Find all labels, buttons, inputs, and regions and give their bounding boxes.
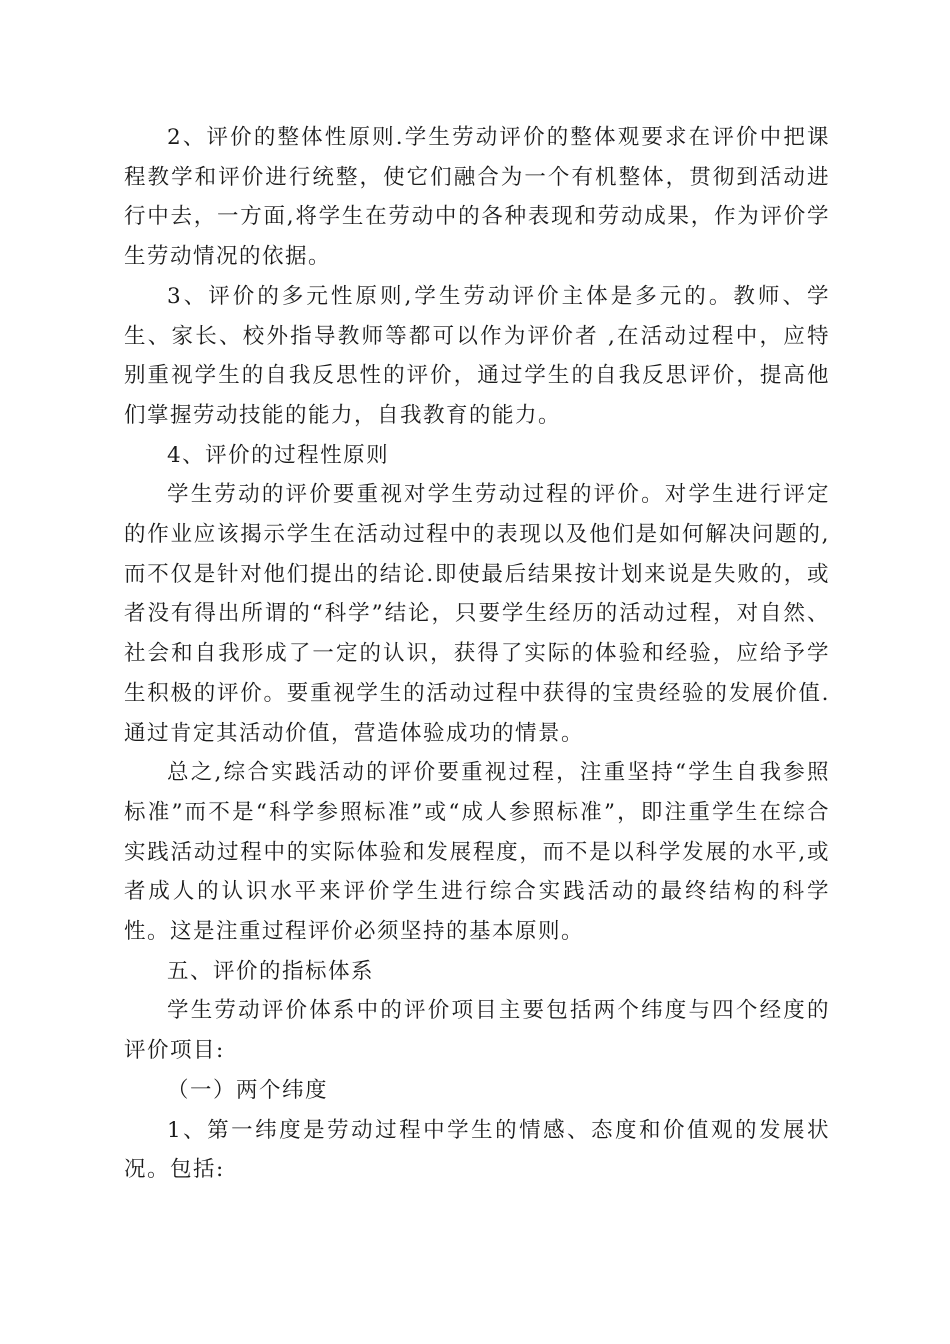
paragraph-principle-diverse: 3、评价的多元性原则,学生劳动评价主体是多元的。教师、学生、家长、校外指导教师等都可以作为评价者 ,在活动过程中，应特别重视学生的自我反思性的评价，通过学生的自我反思评价，提高他们掌握劳动技能的能力，自我教育的能力。 bbox=[124, 283, 830, 428]
heading-indicator-system: 五、评价的指标体系 bbox=[167, 958, 375, 984]
heading-two-dimensions: （一）两个纬度 bbox=[167, 1077, 329, 1103]
paragraph-process-evaluation: 学生劳动的评价要重视对学生劳动过程的评价。对学生进行评定的作业应该揭示学生在活动过程中的表现以及他们是如何解决问题的,而不仅是针对他们提出的结论.即使最后结果按计划来说是失败的，或者没有得出所谓的“科学”结论，只要学生经历的活动过程，对自然、社会和自我形成了一定的认识，获得了实际的体验和经验，应给予学生积极的评价。要重视学生的活动过程中获得的宝贵经验的发展价值.通过肯定其活动价值，营造体验成功的情景。 bbox=[124, 482, 830, 746]
paragraph-indicator-intro: 学生劳动评价体系中的评价项目主要包括两个纬度与四个经度的评价项目: bbox=[124, 998, 830, 1064]
paragraph-principle-holistic: 2、评价的整体性原则.学生劳动评价的整体观要求在评价中把课程教学和评价进行统整，使它们融合为一个有机整体，贯彻到活动进行中去，一方面,将学生在劳动中的各种表现和劳动成果，作为评价学生劳动情况的依据。 bbox=[124, 125, 830, 270]
document-page bbox=[124, 118, 830, 1190]
heading-principle-process: 4、评价的过程性原则 bbox=[167, 442, 390, 468]
paragraph-summary: 总之,综合实践活动的评价要重视过程，注重坚持“学生自我参照标准”而不是“科学参照标准”或“成人参照标准”，即注重学生在综合实践活动过程中的实际体验和发展程度，而不是以科学发展的水平,或者成人的认识水平来评价学生进行综合实践活动的最终结构的科学性。这是注重过程评价必须坚持的基本原则。 bbox=[124, 760, 830, 945]
paragraph-first-dimension: 1、第一纬度是劳动过程中学生的情感、态度和价值观的发展状况。包括: bbox=[124, 1117, 830, 1183]
